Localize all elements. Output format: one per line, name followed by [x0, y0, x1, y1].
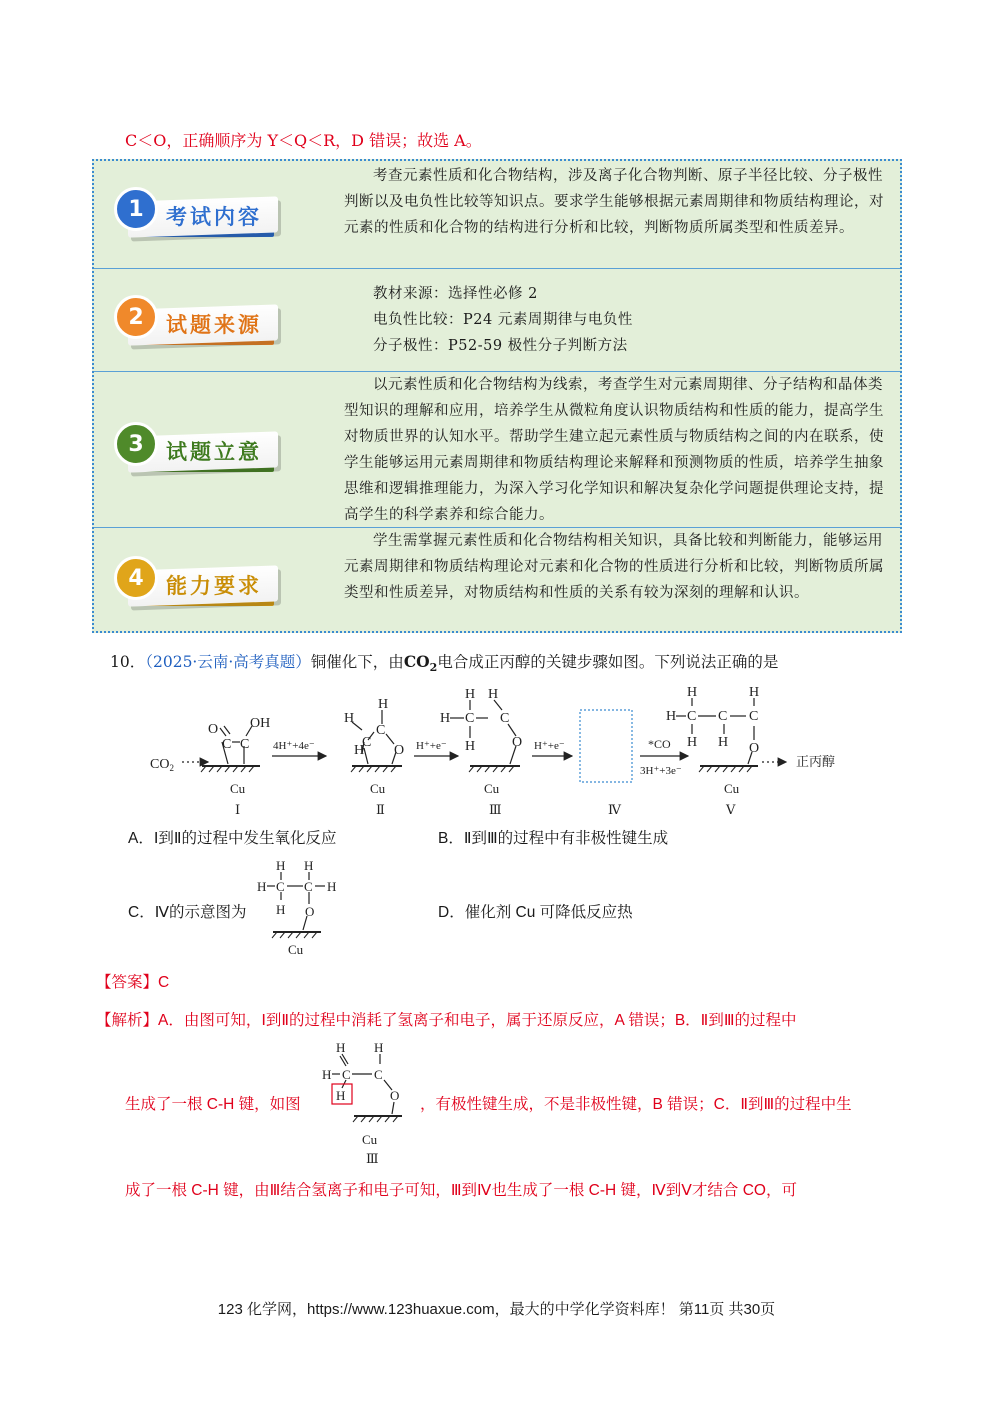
- source-line: 分子极性：P52-59 极性分子判断方法: [373, 338, 628, 354]
- co2-formula: $CO_2$: [403, 652, 438, 675]
- svg-text:Cu: Cu: [288, 942, 304, 957]
- answer-line: [96, 970, 169, 992]
- svg-text:Ⅴ: Ⅴ: [726, 802, 736, 817]
- svg-text:Ⅱ: Ⅱ: [376, 802, 385, 817]
- svg-text:C: C: [500, 711, 510, 726]
- analysis-line-3: 成了一根 C-H 键，由Ⅲ结合氢离子和电子可知，Ⅲ到Ⅳ也生成了一根 C-H 键，Ⅳ到Ⅴ才结合 CO，可: [125, 1182, 797, 1199]
- svg-text:OH: OH: [250, 716, 271, 731]
- svg-text:H: H: [344, 711, 355, 726]
- info-row-exam-content: [94, 161, 900, 269]
- badge-question-source: [114, 295, 274, 349]
- answer-value: C: [158, 974, 170, 991]
- svg-text:Ⅳ: Ⅳ: [608, 802, 621, 817]
- svg-text:C: C: [222, 737, 232, 752]
- badge-ability: [114, 556, 274, 610]
- svg-text:C: C: [687, 709, 697, 724]
- analysis-line-1: 【解析】A．由图可知，Ⅰ到Ⅱ的过程中消耗了氢离子和电子，属于还原反应，A 错误；B．Ⅱ到Ⅲ的过程中: [96, 1012, 797, 1029]
- step3-label: H⁺+e⁻: [534, 740, 565, 752]
- svg-text:Cu: Cu: [362, 1132, 378, 1147]
- svg-text:H: H: [378, 697, 389, 712]
- badge-number: 1: [114, 187, 158, 231]
- svg-text:H: H: [322, 1067, 332, 1082]
- svg-text:C: C: [749, 709, 759, 724]
- exam-info-box: [92, 159, 902, 633]
- svg-text:H: H: [465, 739, 476, 754]
- svg-text:Cu: Cu: [484, 781, 500, 796]
- question-stem: 10．（2025·云南·高考真题）铜催化下，由$CO_2$电合成正丙醇的关键步骤如图。下列说法正确的是: [110, 652, 779, 675]
- option-b[interactable]: B．Ⅱ到Ⅲ的过程中有非极性键生成: [438, 830, 669, 847]
- svg-text:H: H: [749, 685, 760, 700]
- reaction-scheme: [140, 680, 860, 820]
- svg-text:H: H: [718, 735, 729, 750]
- info-row-text: 以元素性质和化合物结构为线索，考查学生对元素周期律、分子结构和晶体类型知识的理解和应用，培养学生从微粒角度认识物质结构和性质的能力，提高学生对物质世界的认知水平。帮助学生建立起元素性质与物质结构之间的内在联系，使学生能够运用元素周期律和物质结构理论来解释和预测物质的性质，培养学生抽象思维和逻辑推理能力，为深入学习化学知识和解决复杂化学问题提供理论支持，提高学生的科学素养和综合能力。: [344, 377, 884, 523]
- svg-text:O: O: [749, 741, 760, 756]
- svg-text:H: H: [440, 711, 451, 726]
- svg-text:H: H: [374, 1040, 384, 1055]
- option-d[interactable]: D．催化剂 Cu 可降低反应热: [438, 904, 633, 921]
- analysis-line-2b: ，有极性键生成，不是非极性键，B 错误；C．Ⅱ到Ⅲ的过程中生: [420, 1096, 852, 1113]
- question-source: （2025·云南·高考真题）: [145, 653, 311, 671]
- svg-text:H: H: [276, 902, 286, 917]
- svg-text:O: O: [512, 735, 523, 750]
- step1-label: 4H⁺+4e⁻: [273, 740, 315, 752]
- question-number: 10．: [110, 653, 146, 671]
- svg-text:Ⅲ: Ⅲ: [366, 1151, 379, 1166]
- svg-text:O: O: [305, 904, 315, 919]
- svg-text:H: H: [276, 858, 286, 873]
- svg-text:C: C: [376, 723, 386, 738]
- svg-text:Ⅰ: Ⅰ: [235, 802, 241, 817]
- svg-text:H: H: [488, 687, 499, 702]
- option-a[interactable]: A．Ⅰ到Ⅱ的过程中发生氧化反应: [128, 830, 337, 847]
- svg-text:H: H: [327, 879, 337, 894]
- badge-exam-content: [114, 187, 274, 241]
- answer-label: 【答案】: [96, 974, 159, 991]
- info-row-question-source: [94, 269, 900, 372]
- svg-text:C: C: [718, 709, 728, 724]
- badge-label: 能力要求: [166, 574, 262, 598]
- svg-text:Cu: Cu: [724, 781, 740, 796]
- info-row-text: 学生需掌握元素性质和化合物结构相关知识，具备比较和判断能力，能够运用元素周期律和物质结构理论对元素和化合物的性质进行分析和比较，判断物质所属类型和性质差异，对物质结构和性质的关系有较为深刻的理解和认识。: [344, 533, 884, 601]
- step4-top-label: *CO: [648, 737, 671, 751]
- analysis-structure: [320, 1036, 420, 1168]
- info-row-ability: [94, 528, 900, 635]
- info-row-text: 考查元素性质和化合物结构，涉及离子化合物判断、原子半径比较、分子极性判断以及电负性比较等知识点。要求学生能够根据元素周期律和物质结构理论，对元素的性质和化合物的结构进行分析和比较，判断物质所属类型和性质差异。: [344, 168, 884, 236]
- step2-label: H⁺+e⁻: [416, 740, 447, 752]
- svg-text:C: C: [342, 1067, 351, 1082]
- svg-text:H: H: [336, 1088, 346, 1103]
- svg-text:C: C: [362, 735, 372, 750]
- badge-label: 试题来源: [166, 313, 262, 337]
- badge-label: 试题立意: [166, 440, 262, 464]
- step4-bottom-label: 3H⁺+3e⁻: [640, 765, 682, 777]
- svg-text:C: C: [465, 711, 475, 726]
- option-c-structure: [255, 856, 355, 960]
- info-row-text: [344, 281, 888, 359]
- badge-label: 考试内容: [166, 205, 262, 229]
- svg-text:H: H: [666, 709, 677, 724]
- badge-number: 4: [114, 556, 158, 600]
- svg-text:Cu: Cu: [370, 781, 386, 796]
- badge-number: 3: [114, 422, 158, 466]
- svg-text:H: H: [687, 685, 698, 700]
- analysis-line-2a: 生成了一根 C-H 键，如图: [125, 1096, 301, 1113]
- option-c[interactable]: C．Ⅳ的示意图为: [128, 904, 247, 921]
- svg-text:Cu: Cu: [230, 781, 246, 796]
- svg-text:H: H: [354, 743, 365, 758]
- svg-text:H: H: [687, 735, 698, 750]
- co2-label: $CO_2$: [150, 757, 174, 773]
- svg-text:H: H: [336, 1040, 346, 1055]
- svg-text:O: O: [208, 722, 219, 737]
- svg-text:C: C: [304, 879, 313, 894]
- svg-text:O: O: [390, 1088, 400, 1103]
- svg-text:C: C: [276, 879, 285, 894]
- svg-text:C: C: [374, 1067, 383, 1082]
- product-label: 正丙醇: [796, 754, 836, 769]
- svg-text:H: H: [465, 687, 476, 702]
- lead-line: C＜O，正确顺序为 Y＜Q＜R，D 错误；故选 A。: [125, 131, 482, 150]
- svg-text:Ⅲ: Ⅲ: [489, 802, 502, 817]
- source-line: 教材来源：选择性必修 2: [373, 286, 538, 302]
- svg-text:C: C: [240, 737, 250, 752]
- svg-text:H: H: [257, 879, 267, 894]
- svg-text:O: O: [394, 743, 405, 758]
- analysis-label: 【解析】: [96, 1012, 159, 1029]
- badge-number: 2: [114, 295, 158, 339]
- source-line: 电负性比较：P24 元素周期律与电负性: [373, 312, 633, 328]
- page-footer: 123 化学网，https://www.123huaxue.com，最大的中学化学资料库！ 第11页 共30页: [217, 1301, 776, 1318]
- badge-question-intent: [114, 422, 274, 476]
- info-row-question-intent: [94, 372, 900, 528]
- svg-text:H: H: [304, 858, 314, 873]
